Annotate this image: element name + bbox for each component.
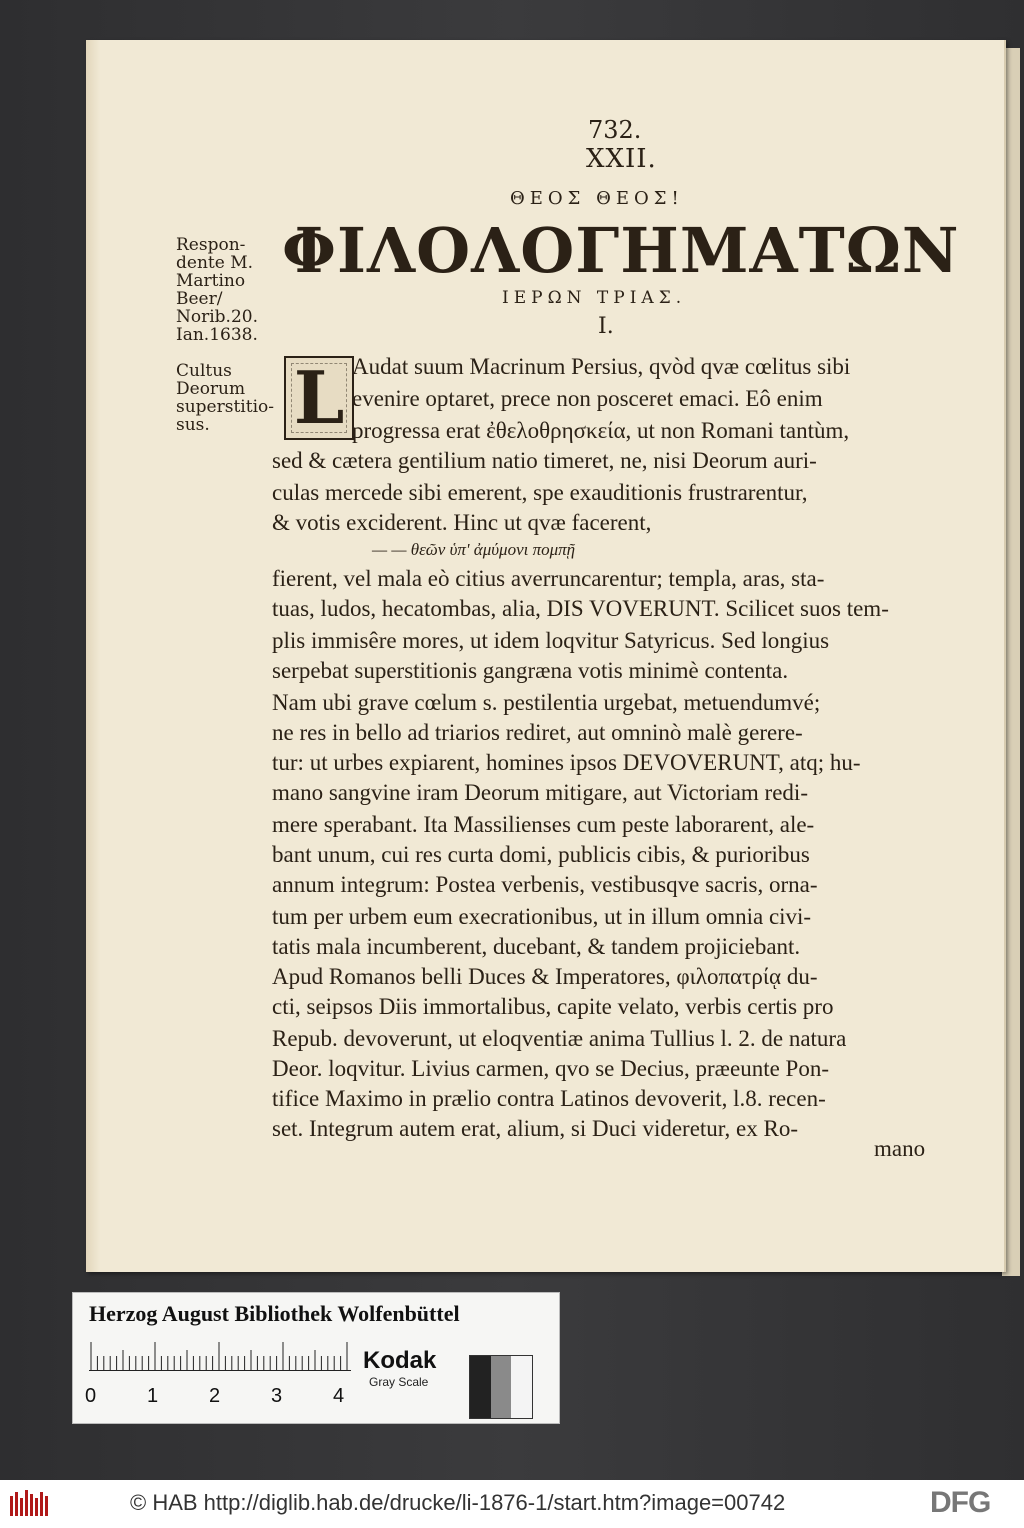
body-text-line: ne res in bello ad triarios rediret, aut omninò malè gerere- <box>272 720 803 745</box>
footer-bar <box>0 1480 1024 1528</box>
ruler-number: 0 <box>85 1385 97 1407</box>
gray-patch-mid <box>491 1356 512 1418</box>
gray-patch-white <box>511 1356 532 1418</box>
margin-note-respondent: Respon- dente M. Martino Beer/ Norib.20. Ian.1638. <box>176 235 258 345</box>
body-text-line: tum per urbem eum execrationibus, ut in illum omnia civi- <box>272 904 812 929</box>
footer-copyright-link[interactable]: © HAB http://diglib.hab.de/drucke/li-1876-1/start.htm?image=00742 <box>130 1490 786 1515</box>
body-text-line: & votis exciderent. Hinc ut qvæ facerent, <box>272 510 652 535</box>
library-name: Herzog August Bibliothek Wolfenbüttel <box>89 1301 460 1326</box>
greek-verse-line: — — θεῶν ὑπ' ἀμύμονι πομπῇ <box>372 540 576 559</box>
ruler-number: 3 <box>271 1385 283 1407</box>
body-text-line: cti, seipsos Diis immortalibus, capite velato, verbis certis pro <box>272 994 834 1019</box>
body-text-line: bant unum, cui res curta domi, publicis cibis, & purioribus <box>272 842 810 867</box>
body-text-line: Apud Romanos belli Duces & Imperatores, φιλοπατρίᾳ du- <box>272 964 818 989</box>
body-text-line: tatis mala incumberent, ducebant, & tandem projiciebant. <box>272 934 801 959</box>
section-numeral: XXII. <box>586 144 657 174</box>
body-text-line: Repub. devoverunt, ut eloqventiæ anima Tullius l. 2. de natura <box>272 1026 847 1051</box>
kodak-logo: Kodak <box>363 1347 437 1374</box>
gray-scale-patches <box>469 1355 533 1419</box>
gray-scale-label: Gray Scale <box>369 1375 429 1389</box>
greek-motto: ΘΕΟΣ ΘΕΟΣ! <box>510 188 684 209</box>
body-text-line: Audat suum Macrinum Persius, qvòd qvæ cœlitus sibi <box>352 354 851 379</box>
drop-initial <box>284 356 354 440</box>
body-text-line: culas mercede sibi emerent, spe exauditionis frustrarentur, <box>272 480 808 505</box>
body-text-line: tifice Maximo in prælio contra Latinos devoverit, l.8. recen- <box>272 1086 826 1111</box>
body-text-line: serpebat superstitionis gangræna votis minimè contenta. <box>272 658 789 683</box>
body-text-line: Nam ubi grave cœlum s. pestilentia urgebat, metuendumvé; <box>272 690 821 715</box>
body-text-line: mano sangvine iram Deorum mitigare, aut Victoriam redi- <box>272 780 808 805</box>
body-text-line: evenire optaret, prece non posceret emaci. Eô enim <box>352 386 823 411</box>
page-subtitle: ΙΕΡΩΝ ΤΡΙΑΣ. <box>502 288 687 308</box>
body-text-line: annum integrum: Postea verbenis, vestibusqve sacris, orna- <box>272 872 818 897</box>
ruler-ticks <box>89 1342 351 1370</box>
hab-logo-icon <box>10 1490 48 1516</box>
gray-patch-black <box>470 1356 491 1418</box>
ruler-number: 4 <box>333 1385 345 1407</box>
body-text-line: mere sperabant. Ita Massilienses cum peste laborarent, ale- <box>272 812 815 837</box>
ruler-number: 2 <box>209 1385 221 1407</box>
body-text-line: tur: ut urbes expiarent, homines ipsos DEVOVERUNT, atq; hu- <box>272 750 861 775</box>
drop-initial-letter: L <box>293 355 345 440</box>
chapter-numeral: I. <box>598 314 614 339</box>
body-text-line: plis immisêre mores, ut idem loqvitur Satyricus. Sed longius <box>272 628 830 653</box>
ruler-number: 1 <box>147 1385 159 1407</box>
dfg-logo: DFG <box>930 1486 991 1519</box>
page-title: ΦΙΛΟΛΟΓΗΜΑΤΩΝ <box>282 214 960 287</box>
color-calibration-chart <box>72 1292 560 1424</box>
body-text-line: sed & cætera gentilium natio timeret, ne, nisi Deorum auri- <box>272 448 817 473</box>
body-text-line: fierent, vel mala eò citius averruncarentur; templa, aras, sta- <box>272 566 825 591</box>
margin-note-topic: Cultus Deorum superstitio- sus. <box>176 361 274 435</box>
page-number: 732. <box>588 116 642 144</box>
catchword: mano <box>874 1136 926 1161</box>
body-text-line: Deor. loqvitur. Livius carmen, qvo se Decius, præeunte Pon- <box>272 1056 830 1081</box>
body-text-line: set. Integrum autem erat, alium, si Duci videretur, ex Ro- <box>272 1116 799 1141</box>
body-text-line: tuas, ludos, hecatombas, alia, DIS VOVERUNT. Scilicet suos tem- <box>272 596 889 621</box>
body-text-line: progressa erat ἐθελοθρησκεία, ut non Romani tantùm, <box>352 418 850 443</box>
ruler <box>89 1343 351 1371</box>
